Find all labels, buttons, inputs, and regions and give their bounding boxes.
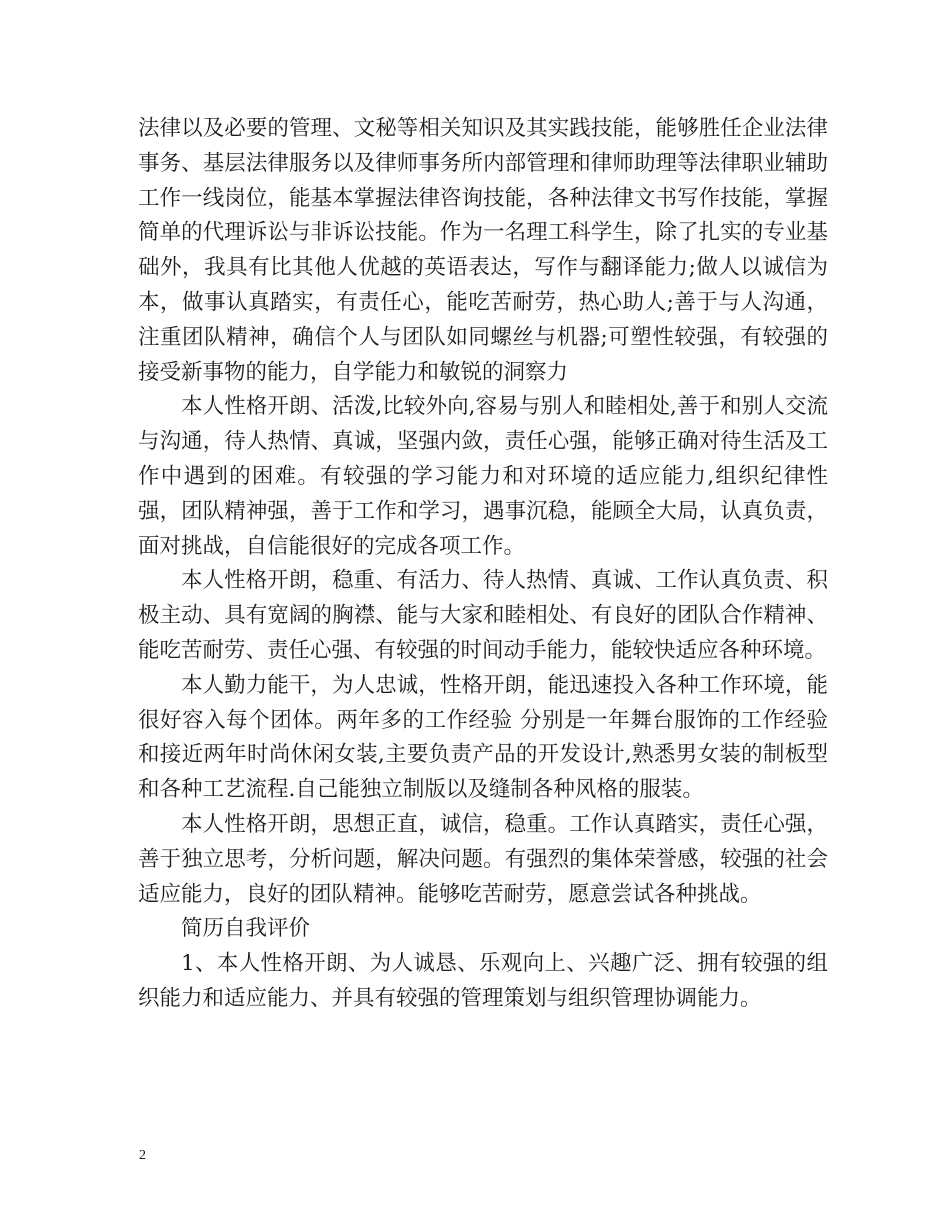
paragraph-outgoing-personality: 本人性格开朗、活泼,比较外向,容易与别人和睦相处,善于和别人交流与沟通，待人热情、真诚，坚强内敛，责任心强，能够正确对待生活及工作中遇到的困难。有较强的学习能力和对环境的适应能力,组织纪律性强，团队精神强，善于工作和学习，遇事沉稳，能顾全大局，认真负责，面对挑战，自信能很好的完成各项工作。	[138, 394, 828, 559]
paragraph-honest-personality: 本人性格开朗，思想正直，诚信，稳重。工作认真踏实，责任心强，善于独立思考，分析问题，解决问题。有强烈的集体荣誉感，较强的社会适应能力，良好的团队精神。能够吃苦耐劳，愿意尝试各种挑战。	[138, 811, 828, 907]
section-heading-self-evaluation: 简历自我评价	[181, 916, 311, 942]
paragraph-legal-skills: 法律以及必要的管理、文秘等相关知识及其实践技能，能够胜任企业法律事务、基层法律服务以及律师事务所内部管理和律师助理等法律职业辅助工作一线岗位，能基本掌握法律咨询技能，各种法律文书写作技能，掌握简单的代理诉讼与非诉讼技能。作为一名理工科学生，除了扎实的专业基础外，我具有比其他人优越的英语表达，写作与翻译能力;做人以诚信为本，做事认真踏实，有责任心，能吃苦耐劳，热心助人;善于与人沟通，注重团队精神，确信个人与团队如同螺丝与机器;可塑性较强，有较强的接受新事物的能力，自学能力和敏锐的洞察力	[138, 116, 828, 385]
paragraph-work-experience: 本人勤力能干，为人忠诚，性格开朗，能迅速投入各种工作环境，能很好容入每个团体。两年多的工作经验 分别是一年舞台服饰的工作经验和接近两年时尚休闲女装,主要负责产品的开发设计,熟悉男女装的制板型和各种工艺流程.自己能独立制版以及缝制各种风格的服装。	[138, 672, 828, 803]
page-number: 2	[139, 1148, 146, 1163]
paragraph-steady-personality: 本人性格开朗，稳重、有活力、待人热情、真诚、工作认真负责、积极主动、具有宽阔的胸襟、能与大家和睦相处、有良好的团队合作精神、能吃苦耐劳、责任心强、有较强的时间动手能力，能较快适应各种环境。	[138, 568, 828, 663]
document-body	[138, 112, 828, 1017]
paragraph-evaluation-item-1: 1、本人性格开朗、为人诚恳、乐观向上、兴趣广泛、拥有较强的组织能力和适应能力、并具有较强的管理策划与组织管理协调能力。	[138, 951, 828, 1011]
